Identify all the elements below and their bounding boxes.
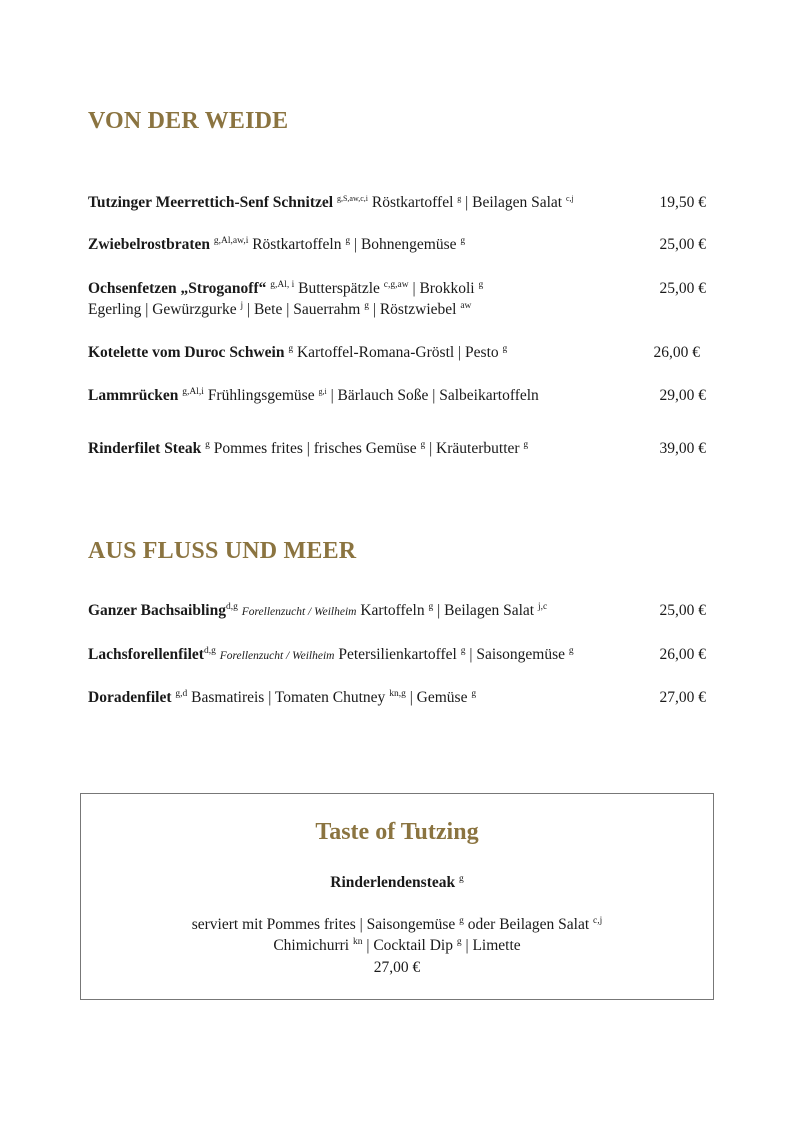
allergen-codes: g <box>460 236 466 246</box>
allergen-codes: c,j <box>593 916 603 926</box>
allergen-codes: g <box>478 280 484 290</box>
allergen-codes: g <box>471 689 477 699</box>
allergen-codes: g,Al,aw,i <box>213 236 249 246</box>
dish-side: | Brokkoli <box>412 280 475 297</box>
allergen-codes: g <box>459 874 464 884</box>
dish-price: 26,00 € <box>659 646 706 663</box>
menu-item <box>88 687 706 708</box>
special-box <box>80 793 714 1000</box>
allergen-codes: g <box>364 301 369 311</box>
allergen-codes: j <box>240 301 244 311</box>
allergen-codes: g,d <box>175 689 188 699</box>
menu-item <box>88 644 706 667</box>
special-side: Chimichurri <box>273 937 350 954</box>
dish-side: | Beilagen Salat <box>465 194 563 211</box>
menu-item <box>88 342 700 363</box>
dish-price: 29,00 € <box>659 387 706 404</box>
dish-price: 27,00 € <box>659 689 706 706</box>
section-title-von-der-weide: VON DER WEIDE <box>88 108 289 134</box>
special-title: Taste of Tutzing <box>315 819 479 845</box>
menu-item <box>88 600 706 623</box>
dish-side: | Bete | Sauerrahm <box>246 301 361 318</box>
allergen-codes: kn,g <box>389 689 406 699</box>
menu-item <box>88 278 706 320</box>
dish-side: | Kräuterbutter <box>429 440 520 457</box>
allergen-codes: d,g <box>225 602 238 612</box>
allergen-codes: g <box>420 440 426 450</box>
dish-name: Rinderfilet Steak <box>88 440 202 457</box>
dish-origin: Forellenzucht / Weilheim <box>219 650 335 662</box>
dish-side: Röstkartoffel <box>371 194 454 211</box>
special-side: | Limette <box>465 937 521 954</box>
dish-price: 25,00 € <box>659 280 706 297</box>
allergen-codes: g <box>502 344 508 354</box>
special-dish-name: Rinderlendensteak <box>330 874 456 891</box>
dish-name: Zwiebelrostbraten <box>88 236 210 253</box>
dish-side: Petersilienkartoffel <box>338 646 457 663</box>
dish-price: 25,00 € <box>659 236 706 253</box>
allergen-codes: g,S,aw,c,i <box>336 194 368 203</box>
allergen-codes: g <box>345 236 351 246</box>
allergen-codes: g <box>205 440 210 450</box>
dish-side: | Saisongemüse <box>469 646 566 663</box>
allergen-codes: g <box>456 937 462 947</box>
allergen-codes: g <box>523 440 529 450</box>
dish-side: Butterspätzle <box>298 280 380 297</box>
allergen-codes: g <box>428 602 434 612</box>
allergen-codes: g,i <box>318 387 327 396</box>
dish-side: Röstkartoffeln <box>252 236 342 253</box>
dish-origin: Forellenzucht / Weilheim <box>241 606 357 618</box>
menu-item <box>88 385 706 406</box>
special-sides-line-1 <box>81 914 713 935</box>
special-price: 27,00 € <box>373 959 421 976</box>
dish-name: Kotelette vom Duroc Schwein <box>88 344 285 361</box>
allergen-codes: g,Al,i <box>182 387 204 397</box>
dish-name: Lachsforellenfilet <box>88 646 204 663</box>
special-sides-line-2 <box>81 935 713 956</box>
dish-name: Doradenfilet <box>88 689 172 706</box>
allergen-codes: g <box>568 646 574 656</box>
allergen-codes: g <box>460 646 466 656</box>
menu-item <box>88 234 706 255</box>
special-dish <box>81 872 713 893</box>
allergen-codes: j,c <box>537 602 548 612</box>
allergen-codes: c,g,aw <box>383 280 409 290</box>
dish-side: | Bohnengemüse <box>353 236 457 253</box>
dish-name: Ochsenfetzen „Stroganoff“ <box>88 280 267 297</box>
dish-side: Kartoffel-Romana-Gröstl | Pesto <box>296 344 499 361</box>
special-side: | Cocktail Dip <box>366 937 453 954</box>
dish-side: Basmatireis | Tomaten Chutney <box>191 689 386 706</box>
dish-side: | Röstzwiebel <box>372 301 457 318</box>
special-side: oder Beilagen Salat <box>467 916 590 933</box>
dish-name: Ganzer Bachsaibling <box>88 602 226 619</box>
dish-side: | Bärlauch Soße | Salbeikartoffeln <box>330 387 539 404</box>
dish-price: 26,00 € <box>653 344 700 361</box>
dish-side: Kartoffeln <box>360 602 425 619</box>
allergen-codes: c,j <box>565 194 574 203</box>
dish-name: Tutzinger Meerrettich-Senf Schnitzel <box>88 194 334 211</box>
allergen-codes: kn <box>352 937 363 947</box>
allergen-codes: d,g <box>203 646 216 656</box>
dish-side: | Gemüse <box>409 689 468 706</box>
allergen-codes: g <box>459 916 464 926</box>
dish-side: Frühlingsgemüse <box>207 387 315 404</box>
dish-price: 19,50 € <box>659 194 706 211</box>
dish-price: 25,00 € <box>659 602 706 619</box>
allergen-codes: g <box>288 344 294 354</box>
menu-item <box>88 192 706 213</box>
allergen-codes: g <box>457 194 462 203</box>
allergen-codes: g,Al, i <box>270 280 295 290</box>
section-title-aus-fluss-und-meer: AUS FLUSS UND MEER <box>88 538 357 564</box>
menu-item <box>88 438 706 459</box>
dish-side: Egerling | Gewürzgurke <box>88 301 237 318</box>
special-side: serviert mit Pommes frites | Saisongemüse <box>191 916 456 933</box>
dish-side: | Beilagen Salat <box>437 602 535 619</box>
dish-side: Pommes frites | frisches Gemüse <box>213 440 417 457</box>
dish-price: 39,00 € <box>659 440 706 457</box>
dish-name: Lammrücken <box>88 387 179 404</box>
allergen-codes: aw <box>460 301 472 311</box>
